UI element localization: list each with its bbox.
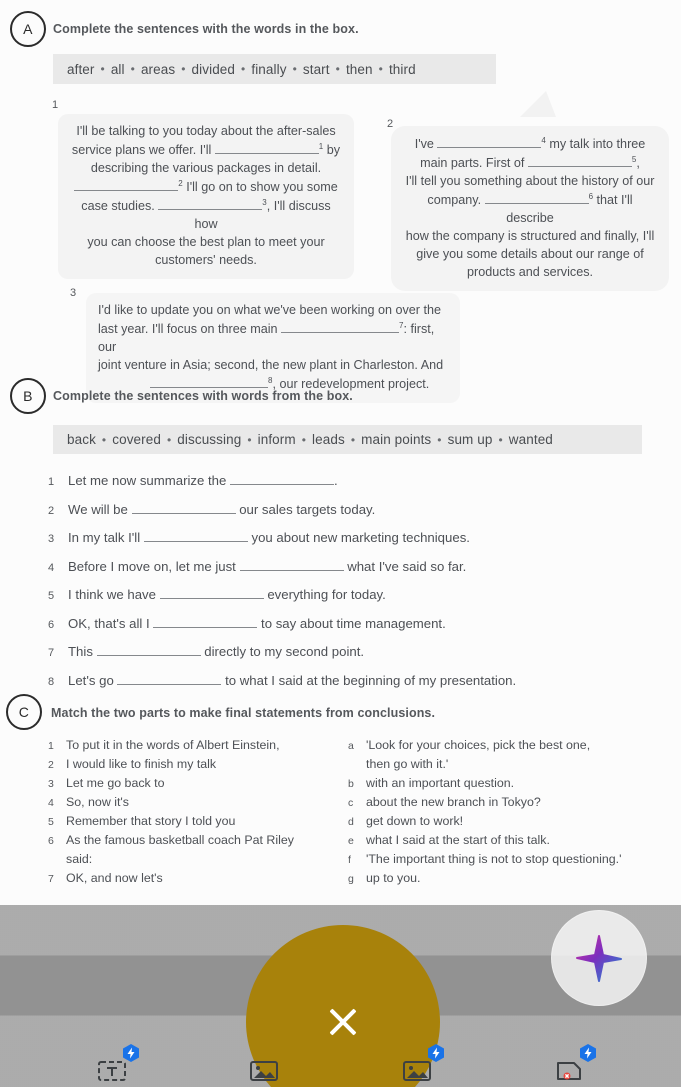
answer-blank[interactable] [528, 166, 632, 167]
sentence-text [68, 502, 681, 517]
sentence-row [48, 644, 681, 659]
match-item[interactable] [348, 774, 681, 793]
match-text: about the new branch in Tokyo? [366, 794, 541, 809]
sentence-text [68, 644, 681, 659]
match-text: what I said at the start of this talk. [366, 832, 550, 847]
answer-blank[interactable] [117, 684, 221, 685]
sentence-before: Before I move on, let me just [68, 558, 236, 574]
sentence-number: 7 [48, 647, 55, 659]
match-continuation: said: [66, 851, 93, 866]
sentence-row [48, 530, 681, 545]
matching-left-column [48, 736, 348, 888]
answer-blank[interactable] [230, 484, 334, 485]
match-continuation: then go with it.' [366, 756, 449, 771]
sentence-number: 2 [48, 504, 55, 517]
speech-bubble-3: I'd like to update you on what we've been working on over the last year. I'll focus on three main $^7$: first, our joint venture in Asia; second, the new plant in Charleston. And $^8$, our redevelopment project. [86, 293, 460, 403]
word-box-a [53, 54, 496, 84]
sentence-number: 6 [48, 618, 55, 631]
bullet-separator: • [247, 432, 252, 447]
bubble-number-1: 1 [52, 99, 59, 111]
document-error-icon [554, 1060, 584, 1082]
word-box-b-item: sum up [447, 432, 493, 447]
sentence-row [48, 473, 681, 488]
match-letter: f [348, 853, 351, 866]
bottom-toolbar [0, 1048, 681, 1087]
match-letter: d [348, 815, 354, 828]
sentence-text [68, 616, 681, 631]
match-number: 4 [48, 796, 54, 809]
text-select-icon [97, 1060, 127, 1082]
sentence-after: directly to my second point. [204, 644, 365, 659]
answer-blank[interactable] [153, 627, 257, 628]
answer-blank[interactable] [97, 655, 201, 656]
match-letter: c [348, 796, 354, 809]
word-box-a-item: after [67, 61, 95, 77]
text-select-tool[interactable] [85, 1054, 139, 1087]
sentence-after: to what I said at the beginning of my presentation. [225, 672, 517, 688]
exercise-marker-a: A [10, 11, 46, 47]
match-item[interactable] [48, 755, 348, 774]
exercise-b-instruction: Complete the sentences with words from the box. [53, 389, 353, 403]
answer-blank[interactable] [160, 598, 264, 599]
sentence-before: I think we have [68, 587, 156, 602]
bullet-separator: • [100, 62, 105, 76]
match-number: 5 [48, 815, 54, 828]
match-text: 'Look for your choices, pick the best one, [366, 738, 591, 752]
exercise-a-instruction: Complete the sentences with the words in the box. [53, 22, 359, 36]
match-item[interactable] [48, 831, 348, 850]
sentence-row [48, 559, 681, 574]
sentence-after: to say about time management. [261, 615, 446, 631]
sentence-number: 1 [48, 476, 55, 488]
match-item[interactable] [348, 812, 681, 831]
match-item[interactable] [348, 850, 681, 869]
match-text: As the famous basketball coach Pat Riley [66, 832, 294, 847]
match-number: 3 [48, 777, 54, 790]
sentence-number: 5 [48, 590, 55, 602]
sentence-before: In my talk I'll [68, 530, 141, 545]
match-item[interactable] [348, 736, 681, 755]
sentence-after: you about new marketing techniques. [251, 530, 470, 545]
word-box-a-item: third [388, 61, 416, 77]
match-text: Let me go back to [66, 775, 165, 790]
match-item[interactable] [348, 831, 681, 850]
match-text: I would like to finish my talk [66, 756, 217, 771]
sentence-text [68, 587, 681, 602]
match-number: 2 [48, 758, 54, 771]
word-box-a-item: finally [251, 61, 287, 77]
match-item[interactable] [348, 869, 681, 888]
bullet-separator: • [498, 432, 503, 447]
image-search-icon [402, 1060, 432, 1082]
answer-blank[interactable] [74, 190, 178, 191]
exercise-c-instruction: Match the two parts to make final statements from conclusions. [51, 706, 436, 720]
bullet-separator: • [301, 432, 307, 447]
sentence-before: Let me now summarize the [68, 473, 227, 488]
lightning-badge [121, 1043, 141, 1063]
match-item[interactable] [348, 793, 681, 812]
answer-blank[interactable] [485, 203, 589, 204]
match-item[interactable] [48, 869, 348, 888]
answer-blank[interactable] [144, 541, 248, 542]
sentence-before: Let's go [68, 672, 114, 688]
match-text: To put it in the words of Albert Einstein, [66, 738, 280, 752]
word-box-b-item: inform [257, 432, 296, 447]
match-letter: a [348, 740, 354, 752]
sentence-text [68, 530, 681, 545]
word-box-b-item: covered [112, 432, 161, 447]
sentence-after: what I've said so far. [347, 558, 467, 574]
match-item[interactable] [48, 793, 348, 812]
exercise-marker-c: C [6, 694, 42, 730]
bullet-separator: • [101, 432, 107, 447]
answer-blank[interactable] [240, 570, 344, 571]
lightning-badge [578, 1043, 598, 1063]
lightning-badge [426, 1043, 446, 1063]
bullet-separator: • [241, 62, 246, 76]
match-text: OK, and now let's [66, 870, 163, 885]
word-box-a-item: start [302, 61, 330, 77]
match-item[interactable] [48, 812, 348, 831]
sentence-number: 8 [48, 675, 55, 688]
document-error-tool[interactable] [542, 1054, 596, 1087]
match-item[interactable] [48, 736, 348, 755]
sentence-before: We will be [68, 501, 128, 517]
bullet-separator: • [437, 432, 442, 447]
image-tool[interactable] [237, 1054, 291, 1087]
word-box-b-item: back [67, 432, 96, 447]
exercise-b-sentences [48, 473, 681, 701]
word-box-a-item: all [110, 61, 125, 77]
answer-blank[interactable] [437, 147, 541, 148]
match-text: 'The important thing is not to stop questioning.' [366, 851, 622, 866]
matching-right-column [348, 736, 681, 888]
match-number: 1 [48, 740, 54, 752]
match-item[interactable] [48, 774, 348, 793]
match-text: get down to work! [366, 813, 464, 828]
sentence-text [68, 473, 681, 488]
bullet-separator: • [350, 432, 356, 447]
match-text: up to you. [366, 870, 421, 885]
sentence-after: everything for today. [267, 587, 386, 602]
word-box-b-item: main points [361, 432, 432, 447]
bubble-number-2: 2 [387, 118, 394, 130]
image-search-tool[interactable] [390, 1054, 444, 1087]
speech-bubble-1: I'll be talking to you today about the after-sales service plans we offer. I'll $^1$ by describing the various packages in detail. $^2$ I'll go on to show you some case studies. $^3$, I'll discuss how you can choose the best plan to meet your customers' needs. [58, 114, 354, 279]
sentence-before: OK, that's all I [68, 615, 150, 631]
answer-blank[interactable] [150, 387, 268, 388]
bubble-number-3: 3 [70, 287, 77, 299]
match-letter: g [348, 872, 354, 885]
sentence-number: 4 [48, 561, 55, 574]
exercise-marker-b: B [10, 378, 46, 414]
answer-blank[interactable] [281, 332, 399, 333]
bullet-separator: • [181, 62, 186, 76]
word-box-a-item: areas [140, 61, 176, 77]
answer-blank[interactable] [158, 209, 262, 210]
sentence-row [48, 616, 681, 631]
word-box-b-item: leads [312, 432, 345, 447]
match-text: Remember that story I told you [66, 813, 236, 828]
image-icon [249, 1060, 279, 1082]
bullet-separator: • [378, 62, 383, 76]
close-icon [326, 1005, 360, 1039]
match-number: 6 [48, 834, 54, 847]
bullet-separator: • [292, 62, 297, 76]
word-box-a-item: divided [191, 61, 236, 77]
sentence-row [48, 502, 681, 517]
sentence-row [48, 673, 681, 688]
sentence-number: 3 [48, 533, 55, 545]
answer-blank[interactable] [132, 513, 236, 514]
match-text: So, now it's [66, 794, 129, 809]
speech-bubble-2: I've $^4$ my talk into three main parts. First of $^5$, I'll tell you something about the history of our company. $^6$ that I'll describe how the company is structured and finally, I'll give you some details about our range of products and services. [391, 126, 669, 291]
word-box-b-item: wanted [508, 432, 553, 447]
sentence-after: our sales targets today. [239, 501, 376, 517]
match-text: with an important question. [366, 775, 515, 790]
word-box-a-item: then [345, 61, 373, 77]
bullet-separator: • [166, 432, 172, 447]
answer-blank[interactable] [215, 153, 319, 154]
sparkle-icon [572, 931, 626, 985]
sentence-after: . [334, 473, 338, 488]
match-letter: b [348, 777, 354, 790]
bullet-separator: • [130, 62, 135, 76]
match-number: 7 [48, 872, 54, 885]
matching-exercise [48, 736, 681, 888]
word-box-b [53, 425, 642, 454]
assistant-button[interactable] [551, 910, 647, 1006]
speech-bubble-tail [520, 91, 556, 117]
match-letter: e [348, 834, 354, 847]
sentence-text [68, 673, 681, 688]
word-box-b-item: discussing [177, 432, 242, 447]
bullet-separator: • [335, 62, 340, 76]
sentence-row [48, 587, 681, 602]
sentence-text [68, 559, 681, 574]
sentence-before: This [68, 644, 93, 659]
